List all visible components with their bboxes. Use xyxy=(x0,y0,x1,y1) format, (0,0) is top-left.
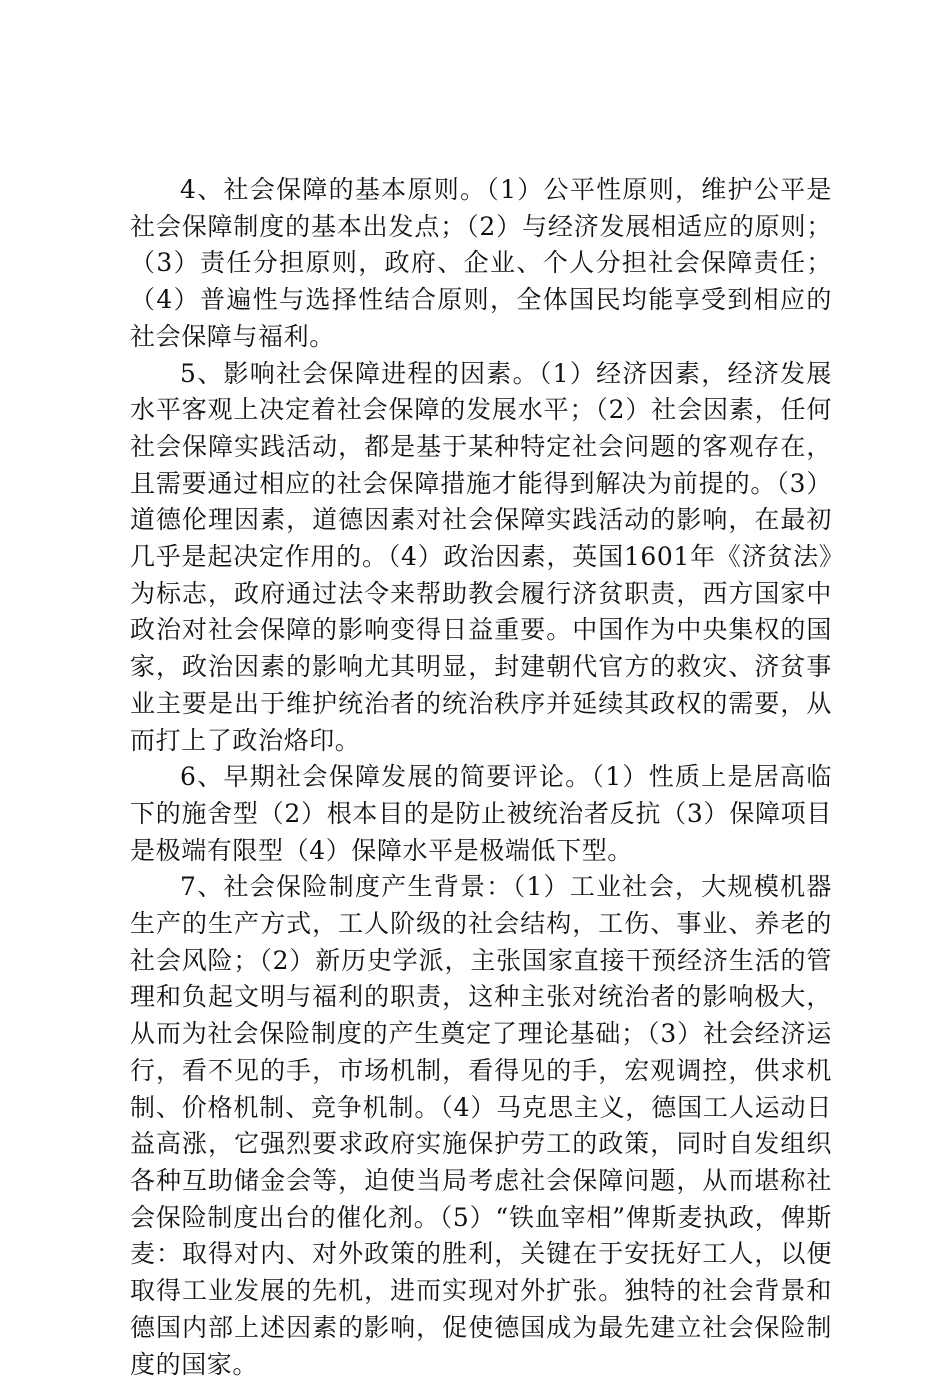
paragraph-early-development-review: 6、早期社会保障发展的简要评论。（1）性质上是居高临下的施舍型（2）根本目的是防止被统治者反抗（3）保障项目是极端有限型（4）保障水平是极端低下型。 xyxy=(130,762,832,865)
document-body xyxy=(130,172,832,1383)
paragraph-social-insurance-background: 7、社会保险制度产生背景：（1）工业社会，大规模机器生产的生产方式，工人阶级的社会结构，工伤、事业、养老的社会风险；（2）新历史学派，主张国家直接干预经济生活的管理和负起文明与福利的职责，这种主张对统治者的影响极大，从而为社会保险制度的产生奠定了理论基础；（3）社会经济运行，看不见的手，市场机制，看得见的手，宏观调控，供求机制、价格机制、竞争机制。（4）马克思主义，德国工人运动日益高涨，它强烈要求政府实施保护劳工的政策，同时自发组织各种互助储金会等，迫使当局考虑社会保障问题，从而堪称社会保险制度出台的催化剂。（5）“铁血宰相”俾斯麦执政，俾斯麦：取得对内、对外政策的胜利，关键在于安抚好工人，以便取得工业发展的先机，进而实现对外扩张。独特的社会背景和德国内部上述因素的影响，促使德国成为最先建立社会保险制度的国家。 xyxy=(130,872,832,1379)
paragraph-influencing-factors: 5、影响社会保障进程的因素。（1）经济因素，经济发展水平客观上决定着社会保障的发展水平；（2）社会因素，任何社会保障实践活动，都是基于某种特定社会问题的客观存在，且需要通过相应的社会保障措施才能得到解决为前提的。（3）道德伦理因素，道德因素对社会保障实践活动的影响，在最初几乎是起决定作用的。（4）政治因素，英国1601年《济贫法》为标志，政府通过法令来帮助教会履行济贫职责，西方国家中政治对社会保障的影响变得日益重要。中国作为中央集权的国家，政治因素的影响尤其明显，封建朝代官方的救灾、济贫事业主要是出于维护统治者的统治秩序并延续其政权的需要，从而打上了政治烙印。 xyxy=(130,358,832,755)
paragraph-basic-principles: 4、社会保障的基本原则。（1）公平性原则，维护公平是社会保障制度的基本出发点；（2）与经济发展相适应的原则；（3）责任分担原则，政府、企业、个人分担社会保障责任；（4）普遍性与选择性结合原则，全体国民均能享受到相应的社会保障与福利。 xyxy=(130,175,832,351)
